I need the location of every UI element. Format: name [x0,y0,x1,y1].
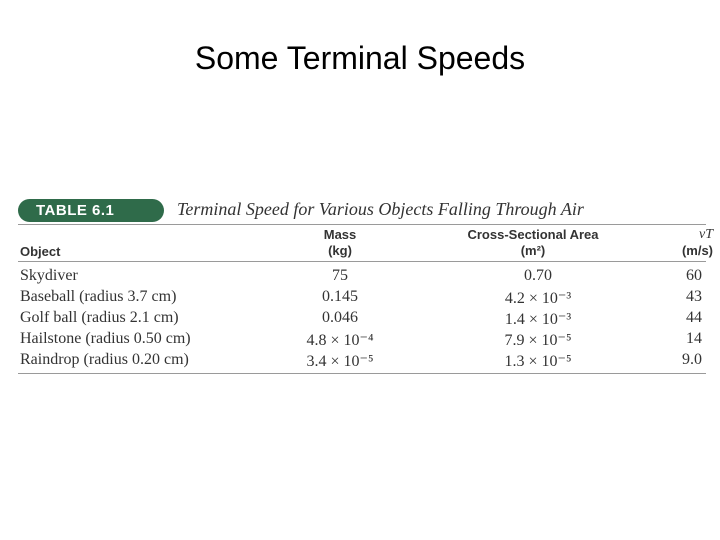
header-area [443,227,623,259]
header-speed [663,227,713,259]
table-header-row [18,225,713,261]
table-bottom-rule [18,373,706,374]
table-caption-row [18,198,706,224]
header-mass-unit: (kg) [328,243,352,258]
table-row [18,350,706,371]
table-row [18,266,706,287]
cell-area: 1.3 × 10⁻⁵ [504,353,572,370]
cell-mass: 0.046 [322,309,358,326]
cell-speed: 44 [686,309,702,326]
terminal-speed-table [18,198,713,374]
cell-speed: 9.0 [682,351,702,368]
cell-speed: 43 [686,288,702,305]
slide-title: Some Terminal Speeds [194,40,526,76]
table-row [18,329,706,350]
header-speed-unit: (m/s) [681,243,713,258]
cell-object: Raindrop (radius 0.20 cm) [20,351,189,368]
header-speed-symbol: vT [699,227,713,242]
cell-mass: 3.4 × 10⁻⁵ [306,353,374,370]
header-area-unit: (m²) [520,243,546,258]
cell-area: 4.2 × 10⁻³ [504,290,572,307]
cell-mass: 75 [332,267,348,284]
cell-speed: 60 [686,267,702,284]
header-mass-label: Mass [323,227,357,242]
table-row [18,308,706,329]
cell-object: Hailstone (radius 0.50 cm) [20,330,191,347]
cell-mass: 4.8 × 10⁻⁴ [306,332,374,349]
cell-area: 0.70 [524,267,552,284]
header-object: Object [20,244,61,259]
table-badge: TABLE 6.1 [18,199,146,222]
cell-object: Baseball (radius 3.7 cm) [20,288,177,305]
cell-mass: 0.145 [322,288,358,305]
header-area-label: Cross-Sectional Area [467,227,599,242]
cell-area: 1.4 × 10⁻³ [504,311,572,328]
table-caption: Terminal Speed for Various Objects Falling Through Air [177,199,584,219]
cell-area: 7.9 × 10⁻⁵ [504,332,572,349]
cell-speed: 14 [686,330,702,347]
header-mass [310,227,370,259]
table-row [18,287,706,308]
cell-object: Skydiver [20,267,78,284]
cell-object: Golf ball (radius 2.1 cm) [20,309,179,326]
table-body [18,262,706,371]
